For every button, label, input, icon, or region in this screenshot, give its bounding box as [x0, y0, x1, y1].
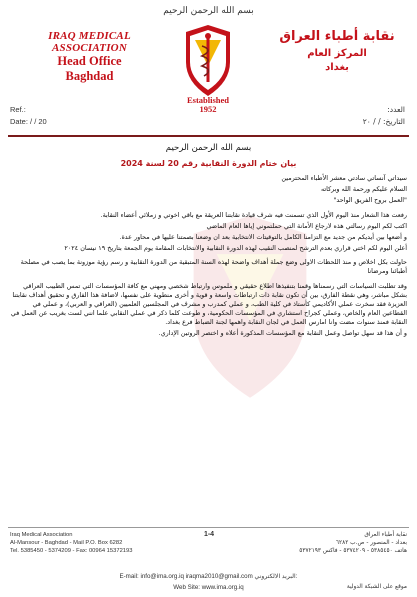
greeting: السلام عليكم ورحمة الله وبركاته [320, 185, 407, 194]
footer-website-ar: موقع على الشبكة الدولية [346, 584, 407, 590]
ar-date-label: التاريخ: [383, 117, 405, 126]
body-basmala: بسم الله الرحمن الرحيم [165, 143, 252, 153]
footer-street-ar: بغداد - المنصور - ص.ب ٦٢٨٢ [335, 540, 407, 546]
letter-body [10, 142, 407, 340]
ref-date-en [10, 104, 47, 128]
footer-phone-ar: هاتف ٥٣٨٥٤٥٠ - ٥٣٧٤٢٠٩ - فاكس ٥٣٧٢١٩٣ [299, 548, 407, 554]
salutation: سيداتي آنساتي سادتي معشر الأطباء المحترمين [281, 174, 407, 182]
slogan: "العمل بروح الفريق الواحد" [333, 196, 407, 205]
footer-phone-en: Tel. 5385450 - 5374209 - Fax: 00964 15372193 [10, 548, 133, 554]
date-value: / / 20 [30, 117, 47, 126]
footer-org-ar: نقابة أطباء العراق [364, 532, 407, 538]
letterhead-arabic [267, 28, 407, 74]
letterhead-basmala: بسم الله الرحمن الرحيم [163, 6, 254, 16]
body-paragraph: حاولت بكل اخلاص و منذ اللحظات الاولى وضع جملة أهداف واضحة لهذه السنة المتبقية من الدورة النقابية و رسم رؤية موزونة بما يصب في مصلحة أطبائنا ومرضانا [20, 258, 407, 276]
ar-date-value: / / ٢٠ [362, 117, 381, 126]
footer-org-en: Iraq Medical Association [10, 532, 73, 538]
footer-street-en: Al-Mansour - Baghdad - Mail P.O. Box 6282 [10, 540, 123, 546]
body-paragraph: اكتب لكم اليوم رسالتي هذه لارجاع الأمانة التي حملتموني إياها العام الماضي [206, 221, 407, 230]
head-office-ar: المركز العام [307, 48, 367, 59]
page-number: 1-4 [203, 531, 215, 538]
body-paragraph: و أضعها بين أيديكم من جديد مع التزامنا الكامل بالتوقيتات الانتخابية بعد ان وضعنا بصمتنا عليها في محاور عدة. [119, 232, 407, 241]
established-label: Established [186, 95, 230, 105]
established-stamp [168, 96, 248, 114]
association-logo [178, 22, 238, 100]
ref-label: Ref.: [10, 105, 26, 114]
head-office-en: Head Office [57, 54, 122, 68]
association-name-en: IRAQ MEDICAL ASSOCIATION [48, 30, 131, 54]
date-label: Date: [10, 117, 28, 126]
footer-address-en [10, 531, 132, 555]
city-en: Baghdad [65, 69, 114, 83]
header-divider [8, 135, 409, 137]
body-paragraph: رفعت هذا الشعار منذ اليوم الأول الذي تسمنت فيه شرف قيادة نقابتنا العريقة مع باقي اخوتي و زملائي أعضاء النقابة. [100, 210, 407, 219]
letter-title: بيان ختام الدورة النقابية رقم 20 لسنة 2024 [120, 159, 297, 168]
footer-email: E-mail: info@ima.org.iq iraqma2010@gmail.com البريد الالكتروني: [119, 573, 298, 580]
body-paragraph: وقد تطلبت السياسات التي رسمناها وقمنا بتنفيذها اطلاع حقيقي و ملموس وارتباط شخصي ومهني مع كافة المؤسسات التي تمس الطبيب العراقي بشكل مباشر، وهي نقطة الفارق، بين أن تكون نقابة ذات ارتباطات واسعة و قوية و أخرى منطوية على نفسها، لاضافة هذا الفارق و تحقيق أهداف نقابتنا العزيزة فقد سخرت عملي الأكاديمي كأستاذ في كلية الطب، و عملي كمدرب و مشرف في المجلسين العلميين (العراقي و العربي)، و عملي في القطاعين العام والخاص، وعملي كجراح استشاري في المؤسسات الحكومية، و طوعت كلما ذكر في عملي النقابي علما انني لست بغريب عن العمل في النقابة فمنذ سنوات مضت وانا امارس العمل في لجان النقابة واهمها لجنة الضباط فرع بغداد. [10, 281, 407, 326]
footer-website: Web Site: www.ima.org.iq [173, 584, 244, 591]
footer-address-ar [299, 531, 407, 555]
body-paragraph: و أن هذا قد سهل تواصل وعمل النقابة مع المؤسسات المذكورة أعلاه و اختصر الروتين الإداري. [158, 328, 407, 337]
body-paragraph: أعلن اليوم لكم اختي قراري بعدم الترشح لمنصب النقيب لهذه الدورة النقابية والانتخابات المقامة يوم الجمعة بتاريخ ١٩ نيسان ٢٠٢٤ [64, 244, 407, 253]
footer-divider [8, 527, 409, 528]
association-name-ar: نقابة أطباء العراق [279, 29, 395, 44]
letterhead-english [12, 30, 167, 84]
ar-ref-label: العدد: [387, 105, 405, 114]
city-ar: بغداد [325, 62, 349, 73]
established-year: 1952 [199, 104, 217, 114]
ref-date-ar [363, 104, 405, 128]
